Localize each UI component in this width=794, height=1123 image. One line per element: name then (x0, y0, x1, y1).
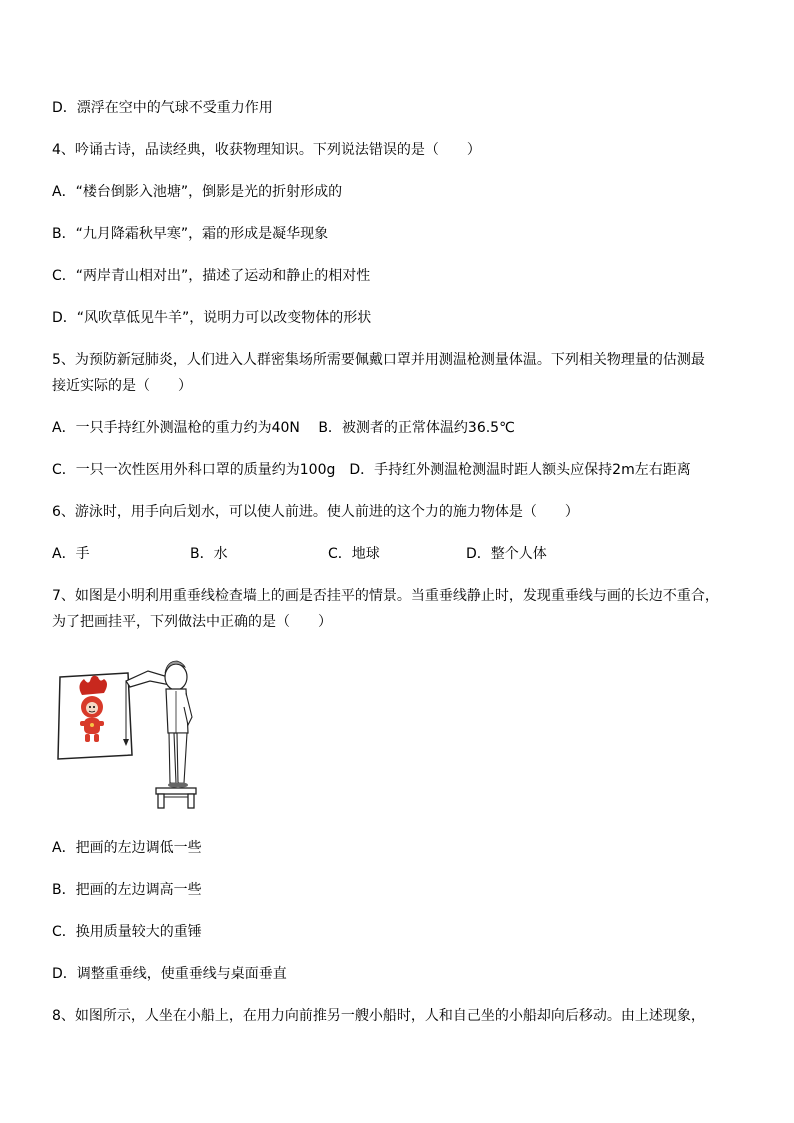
q4-stem: 4、吟诵古诗，品读经典，收获物理知识。下列说法错误的是（ ） (52, 142, 481, 158)
q7-option-c: C．换用质量较大的重锤 (52, 924, 202, 940)
q7-option-d: D．调整重垂线，使重垂线与桌面垂直 (52, 966, 287, 982)
person-legs (169, 733, 176, 783)
q8-stem-line1: 8、如图所示，人坐在小船上，在用力向前推另一艘小船时，人和自己坐的小船却向后移动。由上述现象， (52, 1008, 705, 1024)
q5-stem-line2: 接近实际的是（ ） (52, 378, 192, 394)
q5-stem-line1: 5、为预防新冠肺炎，人们进入人群密集场所需要佩戴口罩并用测温枪测量体温。下列相关物理量的估测最 (52, 352, 705, 368)
q6-option-c: C．地球 (328, 546, 380, 562)
q7-stem-line1: 7、如图是小明利用重垂线检查墙上的画是否挂平的情景。当重垂线静止时，发现重垂线与画的长边不重合， (52, 588, 719, 604)
q7-option-a: A．把画的左边调低一些 (52, 840, 202, 856)
q5-option-cd: C．一只一次性医用外科口罩的质量约为100g D．手持红外测温枪测温时距人额头应保持2m左右距离 (52, 462, 691, 478)
stool-icon (156, 788, 196, 808)
q6-option-b: B．水 (190, 546, 228, 562)
q4-option-d: D．“风吹草低见牛羊”，说明力可以改变物体的形状 (52, 310, 372, 326)
q4-option-a: A．“楼台倒影入池塘”，倒影是光的折射形成的 (52, 184, 343, 200)
plumb-line-figure (52, 655, 212, 815)
q7-stem-line2: 为了把画挂平，下列做法中正确的是（ ） (52, 614, 332, 630)
q6-option-d: D．整个人体 (466, 546, 547, 562)
person-arm (126, 671, 170, 687)
q4-option-c: C．“两岸青山相对出”，描述了运动和静止的相对性 (52, 268, 371, 284)
q3-option-d: D．漂浮在空中的气球不受重力作用 (52, 100, 273, 116)
q6-stem: 6、游泳时，用手向后划水，可以使人前进。使人前进的这个力的施力物体是（ ） (52, 504, 579, 520)
q7-option-b: B．把画的左边调高一些 (52, 882, 202, 898)
q4-option-b: B．“九月降霜秋早寒”，霜的形成是凝华现象 (52, 226, 329, 242)
q5-option-ab: A．一只手持红外测温枪的重力约为40N B．被测者的正常体温约36.5℃ (52, 420, 515, 436)
q6-option-a: A．手 (52, 546, 90, 562)
